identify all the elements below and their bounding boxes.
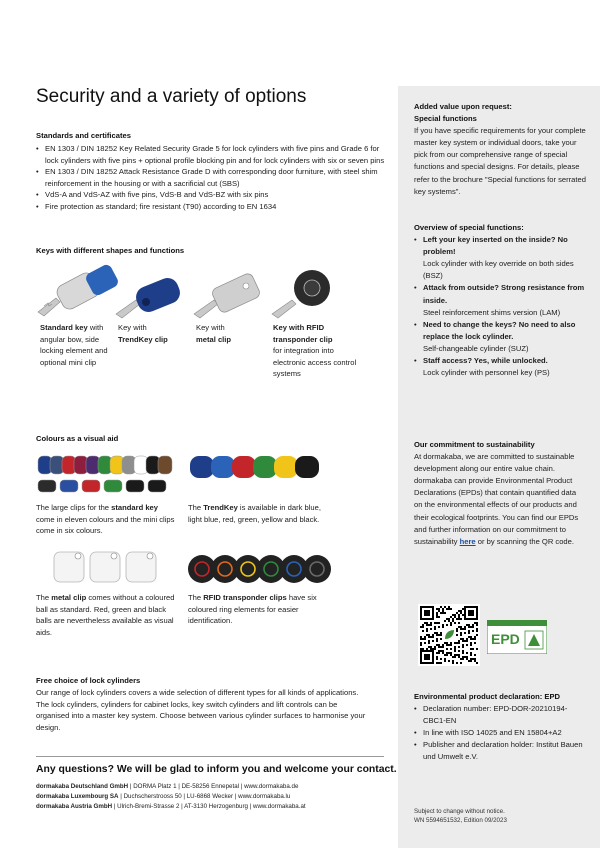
list-item: • EN 1303 / DIN 18252 Key Related Security Grade 5 for lock cylinders with five pins and Grade 6 for lock cylinders with five pins + optional profile blocking pin and for lock cylinders with six or seven pins [36, 143, 388, 166]
mini-clip-swatch [148, 480, 166, 492]
item-title: • Staff access? Yes, while unlocked. [423, 356, 548, 366]
footnote-line: Subject to change without notice. [414, 808, 505, 815]
key-images [36, 262, 336, 320]
epd-list [414, 703, 590, 763]
text: At dormakaba, we are committed to sustainable development along our entire value chain. dormakaba can provide Environmental Product Declarations (EPDs) that contain quantified data on the environmental effects of our products and their ecological footprints. You can find our EPDs and further information on our commitment to sustainability [414, 452, 579, 546]
caption-text: The large clips for the [36, 503, 112, 512]
caption-text: The [188, 593, 204, 602]
caption-text: The [36, 593, 52, 602]
company-name: dormakaba Luxembourg SA [36, 793, 119, 800]
overview-section [414, 222, 590, 379]
item-text: Steel reinforcement shims version (LAM) [423, 307, 561, 317]
sustainability-text [414, 451, 584, 548]
metal-clip [90, 552, 120, 582]
standards-section [36, 131, 388, 213]
added-value-text: If you have specific requirements for your complete master key system or individual doors, take your pick from our comprehensive range of special functions and special designs. For details, please refer to the brochure "Special functions for serrated key systems". [414, 126, 586, 196]
added-value-section [414, 101, 590, 198]
sustainability-section [414, 439, 584, 548]
epd-label: EPD [491, 631, 520, 647]
keys-heading: Keys with different shapes and functions [36, 246, 185, 255]
footnote [414, 807, 507, 825]
trendkey-caption-block [188, 502, 328, 525]
mini-clip-swatch [60, 480, 78, 492]
epd-heading: Environmental product declaration: EPD [414, 692, 560, 701]
item-text: Self-changeable cylinder (SUZ) [423, 343, 529, 353]
divider [36, 756, 384, 757]
rfid-key-image [272, 270, 330, 318]
item-title: • Left your key inserted on the inside? No problem! [423, 235, 568, 257]
mini-clip-swatch [104, 480, 122, 492]
caption-bold: RFID transponder clips [203, 593, 287, 602]
sustainability-heading: Our commitment to sustainability [414, 440, 535, 449]
address-text: | DORMA Platz 1 | DE-58256 Ennepetal | www.dormakaba.de [128, 783, 299, 790]
caption-text: is available in dark blue, light blue, red, green, yellow and black. [188, 503, 321, 524]
lock-cylinders-heading: Free choice of lock cylinders [36, 676, 141, 685]
epd-logo [487, 620, 547, 654]
rfid-key-caption [273, 322, 363, 380]
trendkey-swatch [295, 456, 319, 478]
overview-list [414, 234, 590, 379]
special-functions-heading: Special functions [414, 114, 477, 124]
caption-text: Key with [196, 323, 225, 332]
metal-clip [54, 552, 84, 582]
added-value-heading: Added value upon request: [414, 102, 512, 111]
rfid-clip [303, 555, 331, 583]
list-item: • EN 1303 / DIN 18252 Attack Resistance Grade D with corresponding door furniture, with steel shim reinforcement in the housing or with a sacrificial cut (SBS) [36, 166, 388, 189]
standard-clips-caption [36, 502, 176, 537]
caption-text: for integration into electronic access control systems [273, 346, 357, 379]
caption-text: have six coloured ring elements for easier identification. [188, 593, 317, 626]
lock-cylinders-text: Our range of lock cylinders covers a wide selection of different types for all kinds of applications. The lock cylinders, cylinders for cabinet locks, key switch cylinders and lift controls can be organised into a master key system. Choose between various cylinder surfaces to harmonise your design. [36, 688, 366, 732]
trendkey-image [116, 275, 183, 318]
list-item: • VdS-A and VdS-AZ with five pins, VdS-B and VdS-BZ with six pins [36, 189, 388, 201]
list-item: • Publisher and declaration holder: Institut Bauen und Umwelt e.V. [414, 739, 590, 763]
trendkey-swatch [211, 456, 235, 478]
rfid-clip-caption [188, 592, 338, 627]
caption-bold: metal clip [196, 334, 232, 344]
trendkey-swatch [274, 456, 298, 478]
caption-bold: Key with RFID transponder clip [273, 323, 333, 344]
clip-swatch [158, 456, 172, 474]
list-item [414, 282, 590, 318]
trendkey-swatch [190, 456, 214, 478]
metal-clip-caption [36, 592, 176, 638]
colours-heading: Colours as a visual aid [36, 434, 119, 443]
caption-bold: TrendKey clip [118, 334, 168, 344]
page-title: Security and a variety of options [36, 86, 307, 107]
overview-heading: Overview of special functions: [414, 223, 524, 232]
caption-bold: standard key [111, 503, 158, 512]
list-item [414, 355, 590, 379]
item-title: • Need to change the keys? No need to also replace the lock cylinder. [423, 319, 576, 341]
list-item [414, 234, 590, 282]
trendkey-caption [118, 322, 190, 345]
caption-text: comes without a coloured ball as standard. Red, green and black balls are nevertheless available as visual aids. [36, 593, 175, 637]
item-text: Lock cylinder with key override on both sides (BSZ) [423, 259, 574, 281]
address-line [36, 782, 298, 791]
edition-number: WN 5594651532, Edition 09/2023 [414, 817, 507, 824]
caption-text: with angular bow, side locking element and optional mini clip [40, 323, 108, 367]
trendkey-swatch [232, 456, 256, 478]
metal-clip-key-image [194, 272, 261, 318]
metal-key-caption [196, 322, 268, 345]
address-line [36, 792, 290, 801]
standard-clips-image [36, 452, 176, 496]
address-text: | Duchscherstrooss 50 | LU-6868 Wecker | www.dormakaba.lu [118, 793, 291, 800]
standard-key-image [38, 263, 120, 316]
list-item: • In line with ISO 14025 and EN 15804+A2 [414, 727, 590, 739]
address-text: | Ulrich-Bremi-Strasse 2 | AT-3130 Herzogenburg | www.dormakaba.at [112, 803, 306, 810]
caption-text: The [188, 503, 204, 512]
list-item: • Declaration number: EPD-DOR-20210194-CBC1-EN [414, 703, 590, 727]
caption-bold: metal clip [51, 593, 87, 602]
item-title: • Attack from outside? Strong resistance from inside. [423, 283, 585, 305]
trendkey-clips-image [188, 452, 328, 482]
trendkey-swatch [253, 456, 277, 478]
standards-heading: Standards and certificates [36, 131, 131, 140]
lock-cylinders-section [36, 676, 366, 733]
epd-section [414, 691, 590, 764]
qr-code[interactable] [418, 604, 480, 666]
mini-clip-swatch [82, 480, 100, 492]
item-text: Lock cylinder with personnel key (PS) [423, 368, 550, 378]
list-item: • Fire protection as standard; fire resistant (T90) according to EN 1634 [36, 201, 388, 213]
metal-clip [126, 552, 156, 582]
text: or by scanning the QR code. [475, 536, 574, 546]
standard-key-caption [40, 322, 116, 368]
caption-bold: TrendKey [203, 503, 238, 512]
standards-list [36, 143, 388, 213]
contact-heading: Any questions? We will be glad to inform you and welcome your contact. [36, 764, 397, 775]
company-name: dormakaba Austria GmbH [36, 803, 113, 810]
rfid-clips-image [188, 552, 334, 586]
sustainability-link[interactable]: here [459, 536, 476, 546]
mini-clip-swatch [126, 480, 144, 492]
caption-bold: Standard key [40, 323, 88, 332]
company-name: dormakaba Deutschland GmbH [36, 783, 129, 790]
list-item [414, 319, 590, 355]
caption-text: come in eleven colours and the mini clips come in six colours. [36, 514, 175, 536]
metal-clips-image [52, 546, 164, 586]
address-line [36, 802, 306, 811]
mini-clip-swatch [38, 480, 56, 492]
caption-text: Key with [118, 323, 147, 332]
